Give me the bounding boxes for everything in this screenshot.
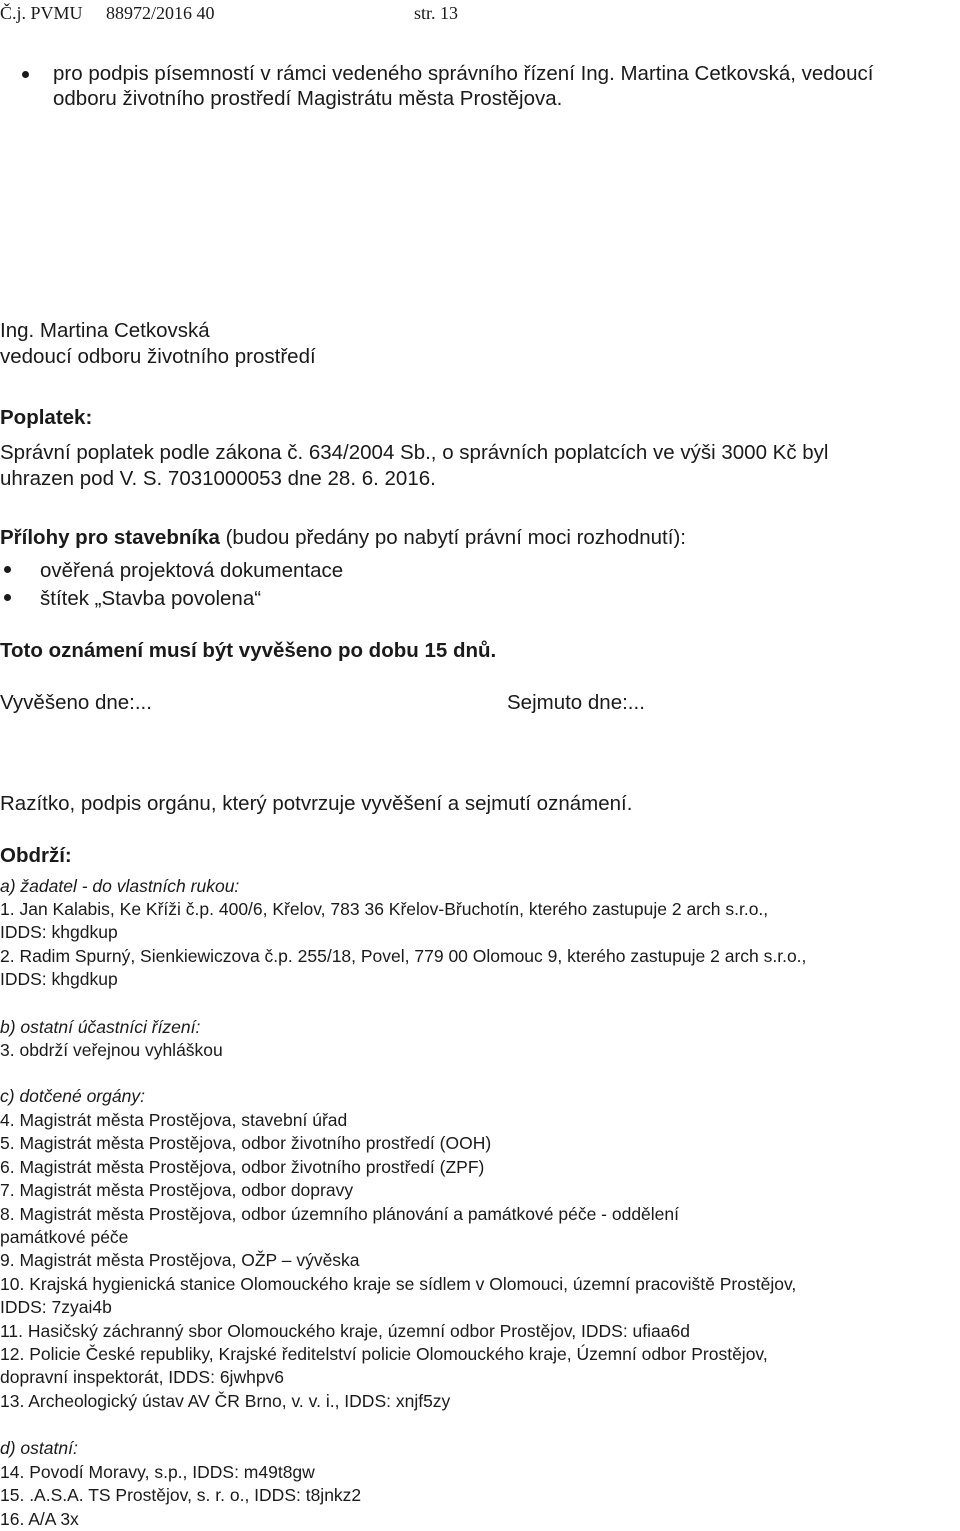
recipients-b-heading: b) ostatní účastníci řízení:	[0, 1017, 201, 1037]
fee-line-1: Správní poplatek podle zákona č. 634/2004 Sb., o správních poplatcích ve výši 3000 Kč byl	[0, 441, 829, 464]
list-item: 4. Magistrát města Prostějova, stavební úřad	[0, 1110, 348, 1130]
list-item: 3. obdrží veřejnou vyhláškou	[0, 1040, 223, 1060]
attachment-item: štítek „Stavba povolena“	[40, 587, 262, 610]
header-page: str. 13	[414, 3, 459, 23]
list-item: 14. Povodí Moravy, s.p., IDDS: m49t8gw	[0, 1462, 315, 1482]
header-ref: Č.j. PVMU	[0, 3, 83, 23]
signing-line-2: odboru životního prostředí Magistrátu města Prostějova.	[53, 87, 563, 110]
signature-name: Ing. Martina Cetkovská	[0, 319, 210, 342]
attachments-heading-rest: (budou předány po nabytí právní moci rozhodnutí):	[219, 526, 686, 549]
fee-line-2: uhrazen pod V. S. 7031000053 dne 28. 6. 2016.	[0, 467, 436, 490]
list-item: 6. Magistrát města Prostějova, odbor životního prostředí (ZPF)	[0, 1156, 485, 1177]
list-item: 12. Policie České republiky, Krajské ředitelství policie Olomouckého kraje, Územní odbor Prostějov,	[0, 1344, 768, 1365]
posted-date: Vyvěšeno dne:...	[0, 691, 152, 714]
list-item: 1. Jan Kalabis, Ke Kříži č.p. 400/6, Křelov, 783 36 Křelov-Břuchotín, kterého zastupuje 2 arch s.r.o.,	[0, 899, 769, 919]
list-item: 9. Magistrát města Prostějova, OŽP – vývěska	[0, 1250, 360, 1271]
header-number: 88972/2016 40	[106, 3, 215, 23]
list-item: 15. .A.S.A. TS Prostějov, s. r. o., IDDS: t8jnkz2	[0, 1485, 362, 1506]
recipients-d-heading: d) ostatní:	[0, 1438, 78, 1458]
list-item: 13. Archeologický ústav AV ČR Brno, v. v. i., IDDS: xnjf5zy	[0, 1390, 451, 1411]
recipients-d-list	[0, 1461, 361, 1531]
bullet-icon	[4, 594, 11, 601]
list-item: 7. Magistrát města Prostějova, odbor dopravy	[0, 1180, 354, 1201]
stamp-note: Razítko, podpis orgánu, který potvrzuje vyvěšení a sejmutí oznámení.	[0, 792, 633, 815]
bullet-icon	[4, 566, 11, 573]
recipients-heading: Obdrží:	[0, 844, 72, 867]
list-item: IDDS: 7zyai4b	[0, 1297, 112, 1318]
signing-line-1: pro podpis písemností v rámci vedeného správního řízení Ing. Martina Cetkovská, vedoucí	[53, 62, 874, 85]
list-item: IDDS: khgdkup	[0, 969, 118, 990]
fee-heading: Poplatek:	[0, 406, 93, 429]
attachments-heading-bold: Přílohy pro stavebníka	[0, 526, 220, 549]
recipients-b-list	[0, 1039, 223, 1062]
list-item: památkové péče	[0, 1227, 129, 1248]
list-item: 2. Radim Spurný, Sienkiewiczova č.p. 255/18, Povel, 779 00 Olomouc 9, kterého zastupuje 2 arch s.r.o.,	[0, 945, 807, 966]
list-item: IDDS: khgdkup	[0, 922, 118, 943]
recipients-c-heading: c) dotčené orgány:	[0, 1086, 145, 1106]
list-item: 8. Magistrát města Prostějova, odbor územního plánování a památkové péče - oddělení	[0, 1203, 680, 1224]
recipients-a-list	[0, 898, 806, 992]
signature-role: vedoucí odboru životního prostředí	[0, 345, 316, 368]
removed-date: Sejmuto dne:...	[507, 691, 645, 714]
list-item: 16. A/A 3x	[0, 1508, 79, 1529]
list-item: 10. Krajská hygienická stanice Olomouckého kraje se sídlem v Olomouci, územní pracoviště Prostějov,	[0, 1273, 797, 1294]
attachment-item: ověřená projektová dokumentace	[40, 559, 344, 582]
recipients-c-list	[0, 1109, 796, 1413]
bullet-icon	[22, 71, 29, 78]
posting-notice: Toto oznámení musí být vyvěšeno po dobu 15 dnů.	[0, 639, 497, 662]
list-item: 11. Hasičský záchranný sbor Olomouckého kraje, územní odbor Prostějov, IDDS: ufiaa6d	[0, 1320, 690, 1341]
attachments-heading	[0, 525, 686, 550]
recipients-a-heading: a) žadatel - do vlastních rukou:	[0, 876, 240, 896]
list-item: dopravní inspektorát, IDDS: 6jwhpv6	[0, 1367, 285, 1388]
list-item: 5. Magistrát města Prostějova, odbor životního prostředí (OOH)	[0, 1133, 492, 1154]
